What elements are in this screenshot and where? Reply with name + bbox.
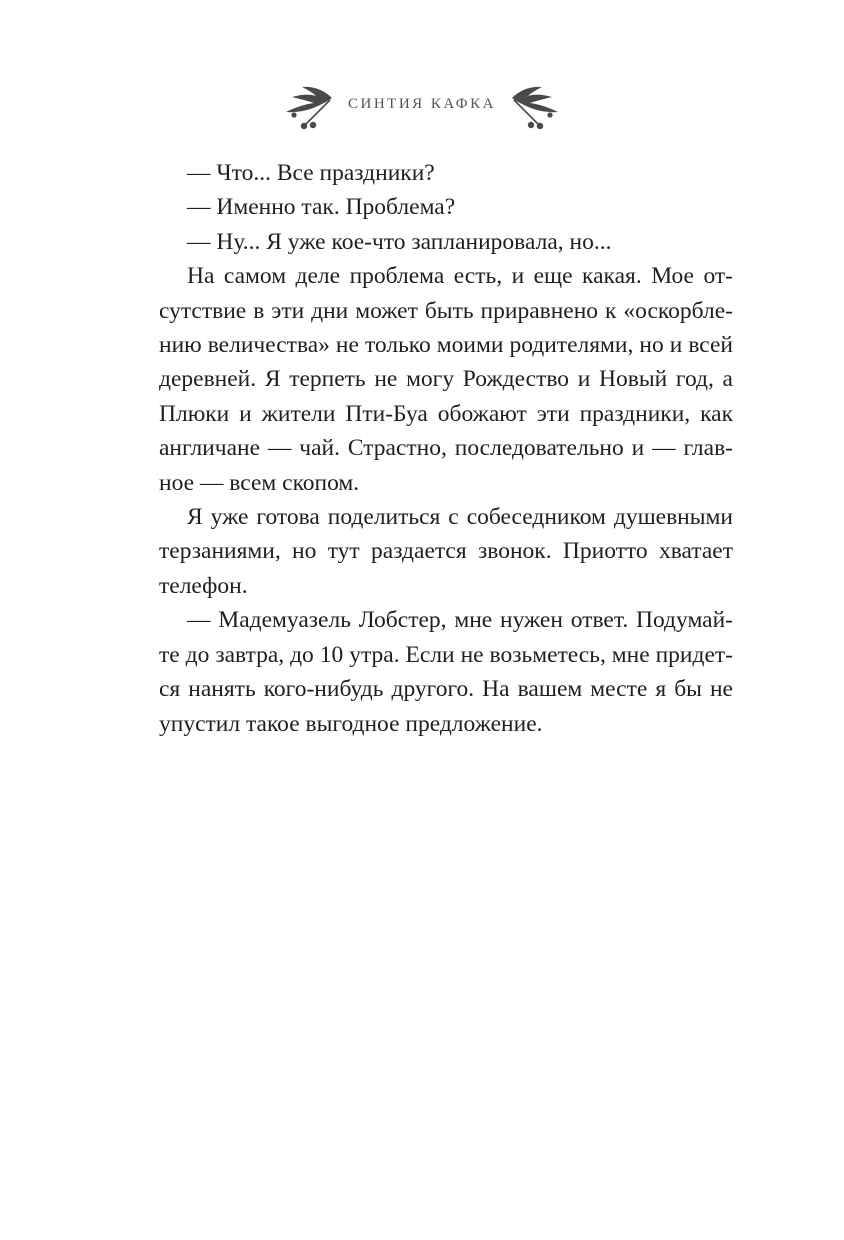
- paragraph: — Что... Все праздники?: [187, 160, 435, 186]
- paragraph: Я уже готова поделиться с собеседником душевными терзаниями, но тут раздается звонок. Приотто хватает телефон.: [159, 504, 733, 599]
- page-body-text: [159, 156, 733, 741]
- paragraph: — Ну... Я уже кое-что запланировала, но...: [187, 228, 612, 255]
- leaf-branch-icon: [280, 84, 336, 130]
- leaf-branch-icon: [508, 84, 564, 130]
- paragraph: — Мадемуазель Лобстер, мне нужен ответ. Подумайте до завтра, до 10 утра. Если не возьметесь, мне придется нанять кого-нибудь другого. На вашем месте я бы не упустил такое выгодное предложение.: [159, 607, 733, 737]
- paragraph: На самом деле проблема есть, и еще какая. Мое отсутствие в эти дни может быть приравнено к «оскорблению величества» не только моими родителями, но и всей деревней. Я терпеть не могу Рождество и Новый год, а Плюки и жители Пти-Буа обожают эти праздники, как англичане — чай. Страстно, последовательно и — главное — всем скопом.: [159, 263, 733, 496]
- running-header: [0, 84, 844, 130]
- paragraph: — Именно так. Проблема?: [187, 194, 456, 221]
- running-header-title: СИНТИЯ КАФКА: [347, 95, 496, 112]
